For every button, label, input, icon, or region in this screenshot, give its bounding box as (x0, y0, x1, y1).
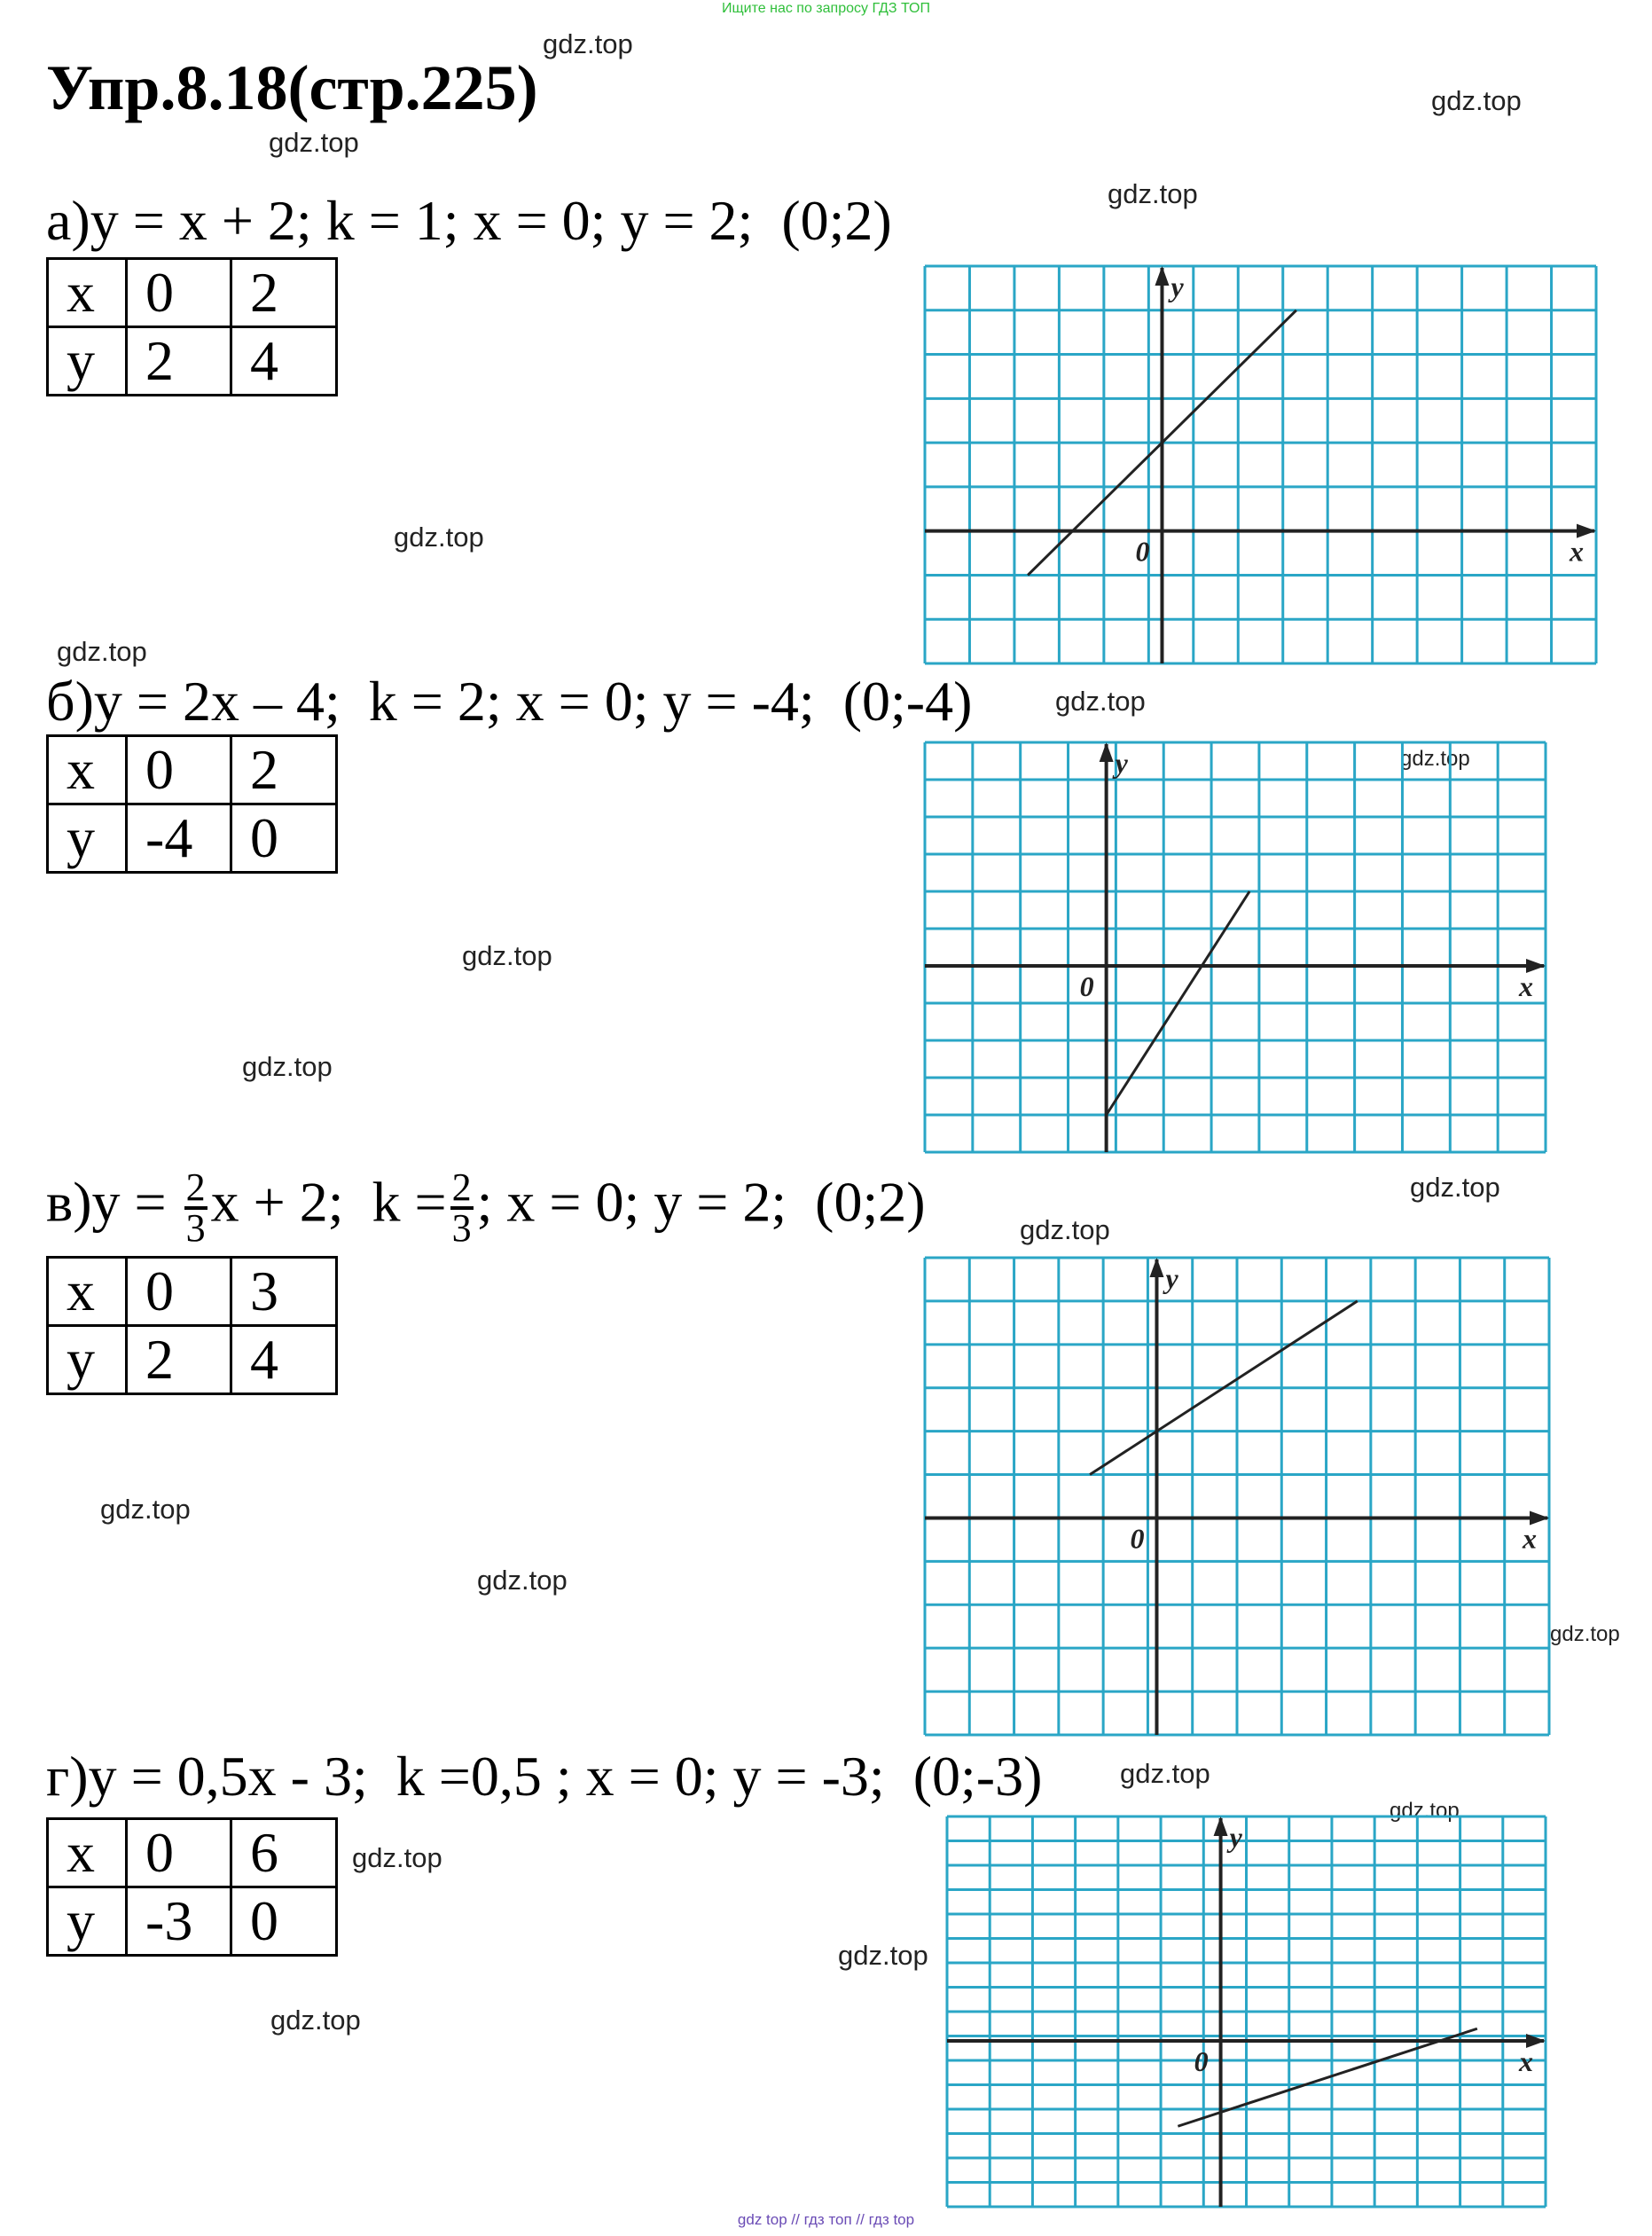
equation: y = 0,5x - 3; (88, 1745, 368, 1808)
table-row (48, 1326, 337, 1394)
y-axis-label: y (1229, 1821, 1242, 1853)
table-cell: -4 (127, 804, 231, 873)
watermark: gdz.top (1431, 85, 1522, 116)
table-cell: 2 (231, 736, 337, 804)
watermark: gdz.top (242, 1051, 333, 1082)
params: k =0,5 ; x = 0; y = -3; (395, 1745, 885, 1808)
watermark: gdz.top (462, 940, 552, 971)
equation-a (46, 188, 892, 254)
coordinate-graph-a (925, 266, 1596, 663)
watermark: gdz.top (270, 2005, 361, 2036)
equation-prefix: y = (91, 1170, 181, 1234)
equation: y = 2x – 4; (93, 670, 341, 733)
fraction (184, 1165, 207, 1250)
coordinate-graph-b (925, 742, 1546, 1152)
watermark: gdz.top (1120, 1758, 1210, 1789)
value-table-g (46, 1817, 338, 1957)
table-cell: 0 (231, 804, 337, 873)
x-axis-label: x (1519, 970, 1533, 1002)
y-axis-label: y (1165, 1262, 1178, 1294)
fraction (450, 1165, 474, 1250)
value-table-b (46, 734, 338, 874)
y-axis-label: y (1170, 271, 1184, 302)
watermark: gdz.top (1390, 1799, 1460, 1823)
x-axis-label: x (1523, 1522, 1537, 1555)
x-axis-label: x (1570, 535, 1584, 568)
equation-v (46, 1165, 926, 1250)
table-cell: 4 (231, 327, 337, 396)
exercise-label: г) (46, 1745, 89, 1808)
y-axis-label: y (1115, 747, 1128, 779)
value-table-v (46, 1256, 338, 1395)
origin-label: 0 (1130, 1522, 1145, 1555)
fraction-denominator: 3 (185, 1206, 206, 1250)
origin-label: 0 (1194, 2045, 1209, 2077)
table-cell: 6 (231, 1819, 337, 1887)
watermark: gdz.top (838, 1940, 928, 1971)
footer-text: gdz top // гдз топ // гдз top (737, 2211, 915, 2228)
table-cell: -3 (127, 1887, 231, 1956)
watermark: gdz.top (1550, 1622, 1620, 1646)
table-row (48, 736, 337, 804)
table-row (48, 1258, 337, 1326)
table-cell: 2 (127, 1326, 231, 1394)
x-axis-label: x (1519, 2045, 1533, 2077)
y-axis-arrow (1214, 1816, 1228, 1836)
table-cell: y (48, 1887, 127, 1956)
page-title: Упр.8.18(стр.225) (46, 52, 538, 123)
table-cell: 0 (127, 736, 231, 804)
intercept-point: (0;-3) (912, 1745, 1043, 1808)
table-cell: y (48, 327, 127, 396)
coordinate-graph-g (947, 1816, 1546, 2207)
y-axis-arrow (1155, 266, 1169, 286)
watermark: gdz.top (352, 1842, 442, 1873)
fraction-denominator: 3 (451, 1206, 472, 1250)
table-cell: 0 (127, 1258, 231, 1326)
params: k = 1; x = 0; y = 2; (325, 189, 754, 252)
exercise-label: в) (46, 1170, 92, 1234)
params: k = 2; x = 0; y = -4; (368, 670, 815, 733)
table-cell: y (48, 804, 127, 873)
k-prefix: k = (372, 1170, 447, 1234)
exercise-label: а) (46, 189, 90, 252)
origin-label: 0 (1079, 970, 1094, 1002)
watermark: gdz.top (1108, 178, 1198, 209)
fraction-numerator: 2 (185, 1165, 206, 1209)
watermark: gdz.top (1410, 1172, 1500, 1203)
watermark: gdz.top (543, 28, 633, 59)
params: ; x = 0; y = 2; (476, 1170, 787, 1234)
table-cell: x (48, 1258, 127, 1326)
watermark: gdz.top (1400, 747, 1470, 771)
table-cell: 2 (231, 259, 337, 327)
watermark: gdz.top (57, 636, 147, 667)
watermark: gdz.top (394, 522, 484, 553)
table-cell: 3 (231, 1258, 337, 1326)
table-cell: 0 (127, 259, 231, 327)
intercept-point: (0;2) (781, 189, 892, 252)
intercept-point: (0;-4) (842, 670, 973, 733)
table-row (48, 1887, 337, 1956)
equation-suffix: x + 2; (210, 1170, 344, 1234)
table-row (48, 259, 337, 327)
watermark: gdz.top (100, 1494, 191, 1525)
equation-g (46, 1744, 1042, 1809)
table-cell: 4 (231, 1326, 337, 1394)
table-cell: y (48, 1326, 127, 1394)
watermark: gdz.top (269, 127, 359, 158)
table-cell: 2 (127, 327, 231, 396)
table-row (48, 1819, 337, 1887)
coordinate-graph-v (925, 1258, 1549, 1735)
value-table-a (46, 257, 338, 396)
watermark: gdz.top (477, 1565, 568, 1596)
table-cell: x (48, 1819, 127, 1887)
search-banner: Ищите нас по запросу ГДЗ ТОП (722, 1, 930, 16)
watermark: gdz.top (1020, 1214, 1110, 1245)
table-cell: 0 (127, 1819, 231, 1887)
origin-label: 0 (1135, 535, 1150, 568)
table-row (48, 327, 337, 396)
y-axis-arrow (1149, 1258, 1163, 1277)
exercise-label: б) (46, 670, 94, 733)
watermark: gdz.top (1055, 686, 1146, 717)
function-line (1178, 2028, 1477, 2126)
fraction-numerator: 2 (451, 1165, 472, 1209)
table-row (48, 804, 337, 873)
intercept-point: (0;2) (815, 1170, 926, 1234)
equation: y = x + 2; (90, 189, 312, 252)
y-axis-arrow (1100, 742, 1114, 762)
table-cell: x (48, 259, 127, 327)
table-cell: 0 (231, 1887, 337, 1956)
equation-b (46, 669, 972, 734)
table-cell: x (48, 736, 127, 804)
